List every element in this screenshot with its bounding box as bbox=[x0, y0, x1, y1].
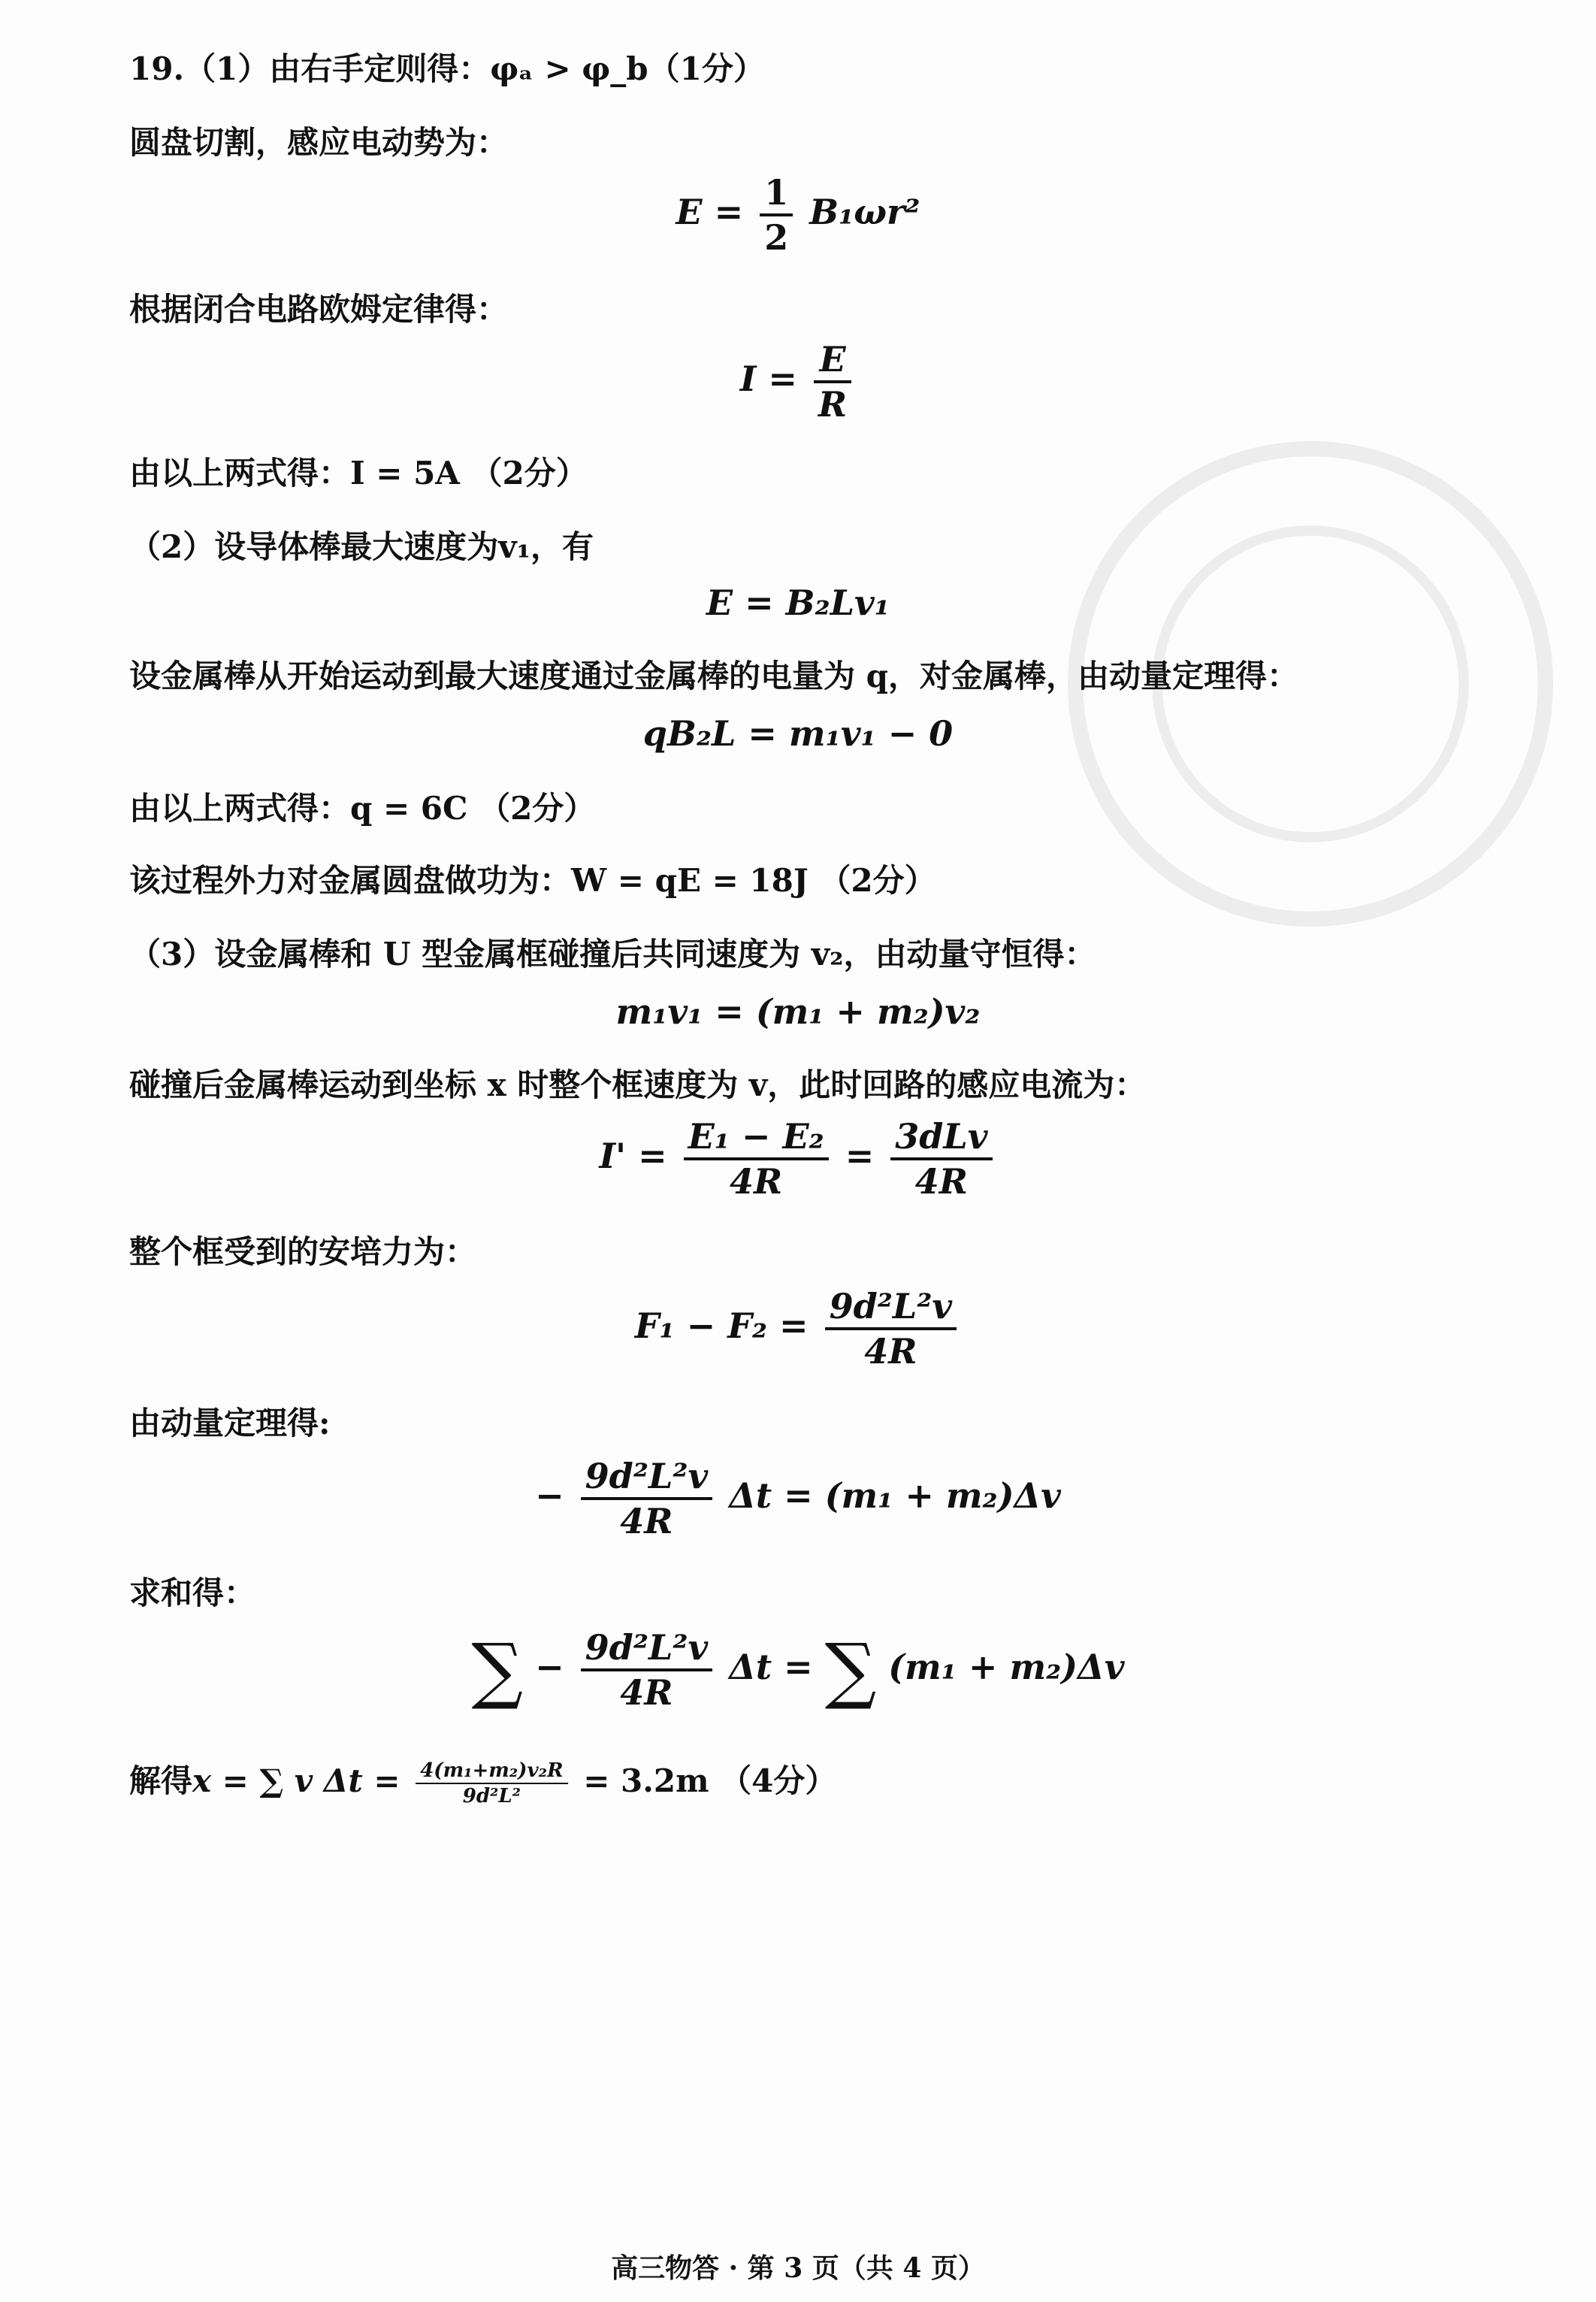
force-intro-text: 整个框受到的安培力为： bbox=[129, 1233, 477, 1270]
final-expression: x = ∑ v Δt = bbox=[192, 1762, 401, 1799]
current-denominator-1: 4R bbox=[730, 1161, 783, 1202]
sum-mid: Δt = bbox=[729, 1647, 813, 1687]
sum-fraction bbox=[581, 1626, 713, 1714]
result-current-line: 由以上两式得：I = 5A （2分） bbox=[129, 455, 588, 492]
work-result-line: 该过程外力对金属圆盘做功为：W = qE = 18J （2分） bbox=[129, 862, 936, 899]
force-fraction bbox=[825, 1285, 957, 1372]
page-footer: 高三物答 · 第 3 页（共 4 页） bbox=[611, 2252, 985, 2284]
momentum-theorem-text: 由动量定理得: bbox=[129, 1405, 331, 1441]
emf-denominator: 2 bbox=[764, 217, 789, 258]
emf-numerator: 1 bbox=[760, 171, 793, 216]
final-numerator: 4(m₁+m₂)v₂R bbox=[416, 1759, 567, 1784]
q19-part1-line: 19.（1）由右手定则得：φₐ > φ_b（1分） bbox=[129, 50, 765, 87]
ohm-numerator: E bbox=[814, 338, 851, 383]
force-denominator: 4R bbox=[864, 1331, 917, 1372]
current-numerator-2: 3dLv bbox=[890, 1115, 992, 1160]
final-fraction bbox=[416, 1759, 567, 1808]
theorem-rhs: Δt = (m₁ + m₂)Δv bbox=[729, 1475, 1061, 1516]
current-denominator-2: 4R bbox=[914, 1161, 968, 1202]
emf-fraction bbox=[760, 171, 793, 259]
force-lhs: F₁ − F₂ = bbox=[634, 1305, 809, 1346]
force-numerator: 9d²L²v bbox=[825, 1285, 957, 1330]
ohm-lhs: I = bbox=[739, 358, 797, 399]
final-result-line bbox=[129, 1759, 836, 1808]
ohm-denominator: R bbox=[818, 384, 848, 425]
final-prefix: 解得 bbox=[129, 1762, 193, 1799]
impulse-equation: qB₂L = m₁v₁ − 0 bbox=[642, 713, 954, 754]
result-charge-line: 由以上两式得：q = 6C （2分） bbox=[129, 790, 596, 827]
theorem-equation bbox=[0, 1455, 1596, 1542]
emf-rhs: B₁ωr² bbox=[809, 192, 920, 232]
emf-equation bbox=[0, 171, 1596, 259]
part3-intro-text: （3）设金属棒和 U 型金属框碰撞后共同速度为 v₂，由动量守恒得： bbox=[129, 936, 1096, 973]
current-fraction-1 bbox=[684, 1115, 829, 1202]
sum-intro-text: 求和得： bbox=[129, 1574, 256, 1611]
disc-cut-text: 圆盘切割，感应电动势为： bbox=[129, 124, 509, 161]
sum-minus: − bbox=[535, 1647, 564, 1687]
current-fraction-2 bbox=[890, 1115, 992, 1202]
sum-numerator: 9d²L²v bbox=[581, 1626, 713, 1671]
ohm-fraction bbox=[814, 338, 851, 425]
theorem-denominator: 4R bbox=[620, 1501, 673, 1541]
emf-lhs: E = bbox=[676, 192, 744, 232]
final-suffix: = 3.2m （4分） bbox=[583, 1762, 837, 1799]
theorem-numerator: 9d²L²v bbox=[581, 1455, 713, 1500]
sigma-symbol-right: ∑ bbox=[824, 1628, 877, 1712]
current-numerator-1: E₁ − E₂ bbox=[684, 1115, 829, 1160]
current-intro-text: 碰撞后金属棒运动到坐标 x 时整个框速度为 v，此时回路的感应电流为： bbox=[129, 1066, 1147, 1103]
ohm-law-text: 根据闭合电路欧姆定律得： bbox=[129, 291, 509, 328]
ohm-equation bbox=[0, 338, 1596, 425]
charge-intro-text: 设金属棒从开始运动到最大速度通过金属棒的电量为 q，对金属棒，由动量定理得： bbox=[129, 658, 1298, 694]
sigma-symbol-left: ∑ bbox=[471, 1628, 524, 1712]
sum-rhs: (m₁ + m₂)Δv bbox=[888, 1647, 1125, 1687]
current-lhs: I' = bbox=[599, 1136, 667, 1176]
current-equation bbox=[0, 1115, 1596, 1202]
current-equals: = bbox=[845, 1136, 875, 1176]
sum-equation bbox=[0, 1626, 1596, 1714]
theorem-fraction bbox=[581, 1455, 713, 1542]
final-denominator: 9d²L² bbox=[462, 1785, 521, 1807]
emf2-equation: E = B₂Lv₁ bbox=[706, 582, 890, 623]
theorem-minus: − bbox=[535, 1475, 564, 1516]
force-equation bbox=[0, 1285, 1596, 1372]
part2-intro-text: （2）设导体棒最大速度为v₁，有 bbox=[129, 528, 594, 565]
momentum-equation: m₁v₁ = (m₁ + m₂)v₂ bbox=[615, 991, 981, 1032]
sum-denominator: 4R bbox=[620, 1672, 673, 1713]
